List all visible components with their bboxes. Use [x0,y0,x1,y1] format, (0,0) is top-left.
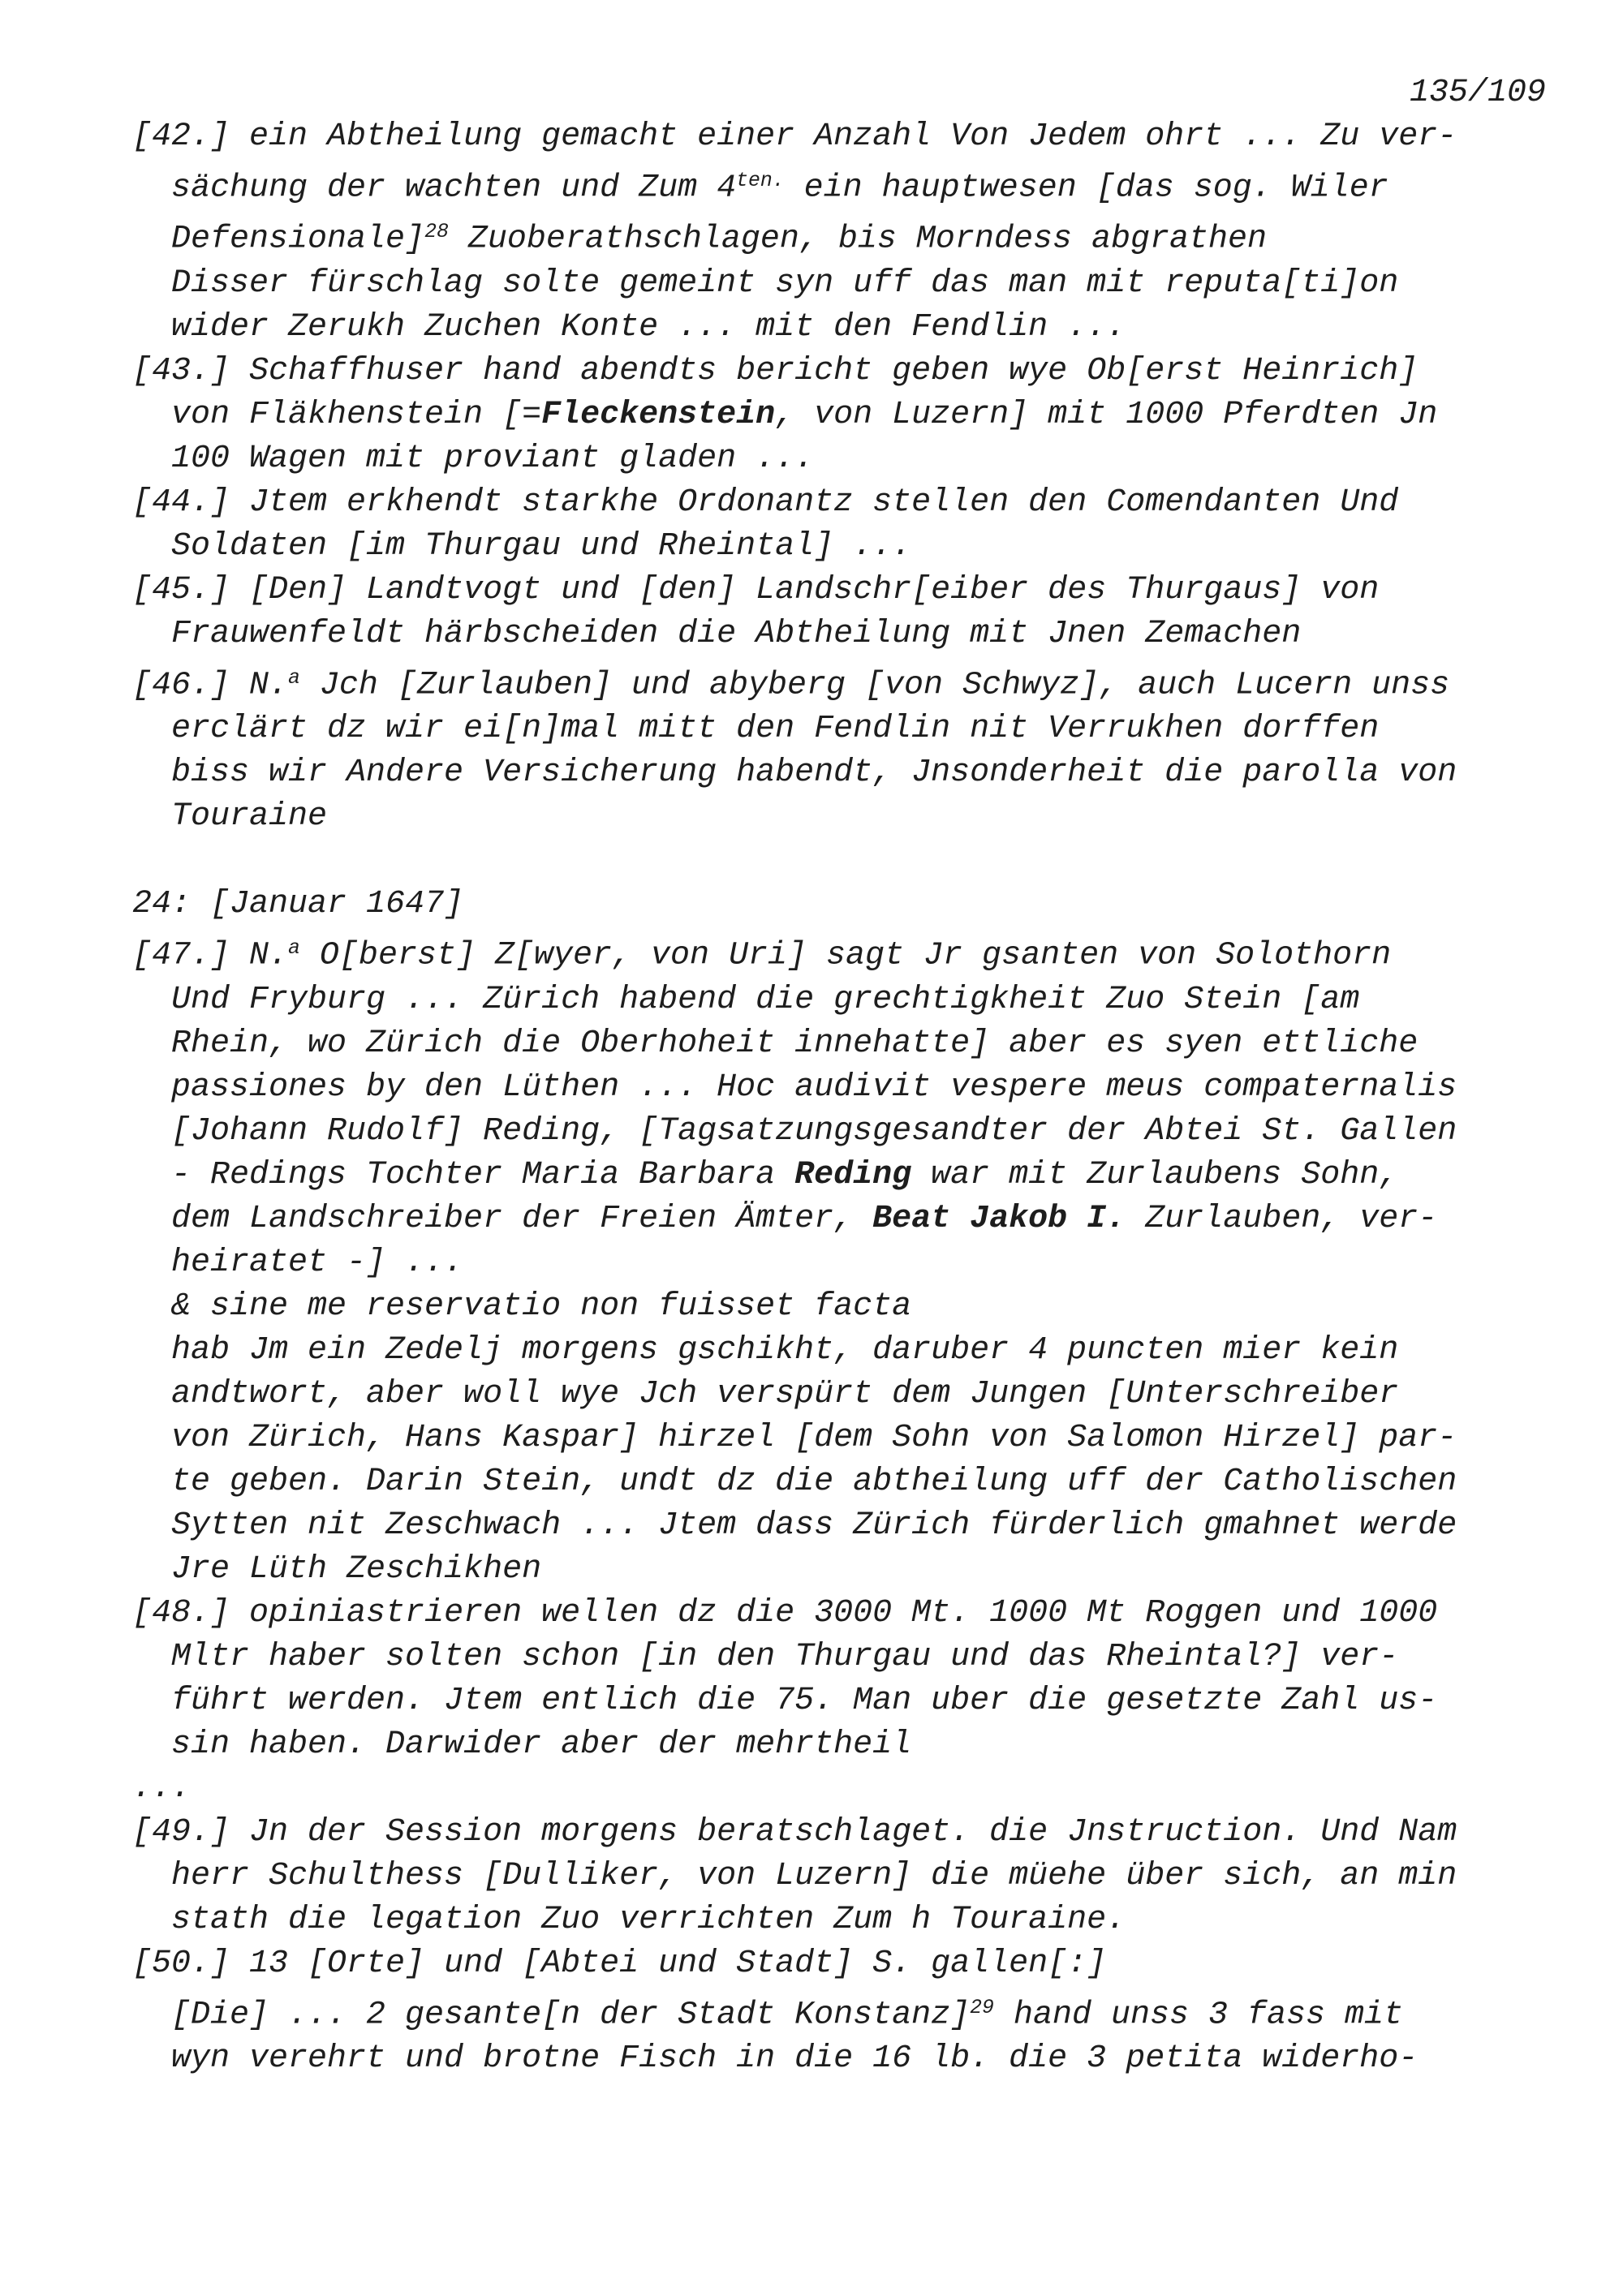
text-segment: [44.] Jtem erkhendt starkhe Ordonantz stellen den Comendanten Und [132,484,1399,521]
text-segment: dem Landschreiber der Freien Ämter, [171,1200,873,1237]
text-segment: sächung der wachten und Zum 4 [171,170,737,207]
text-line [132,1154,1546,1197]
text-line [132,1723,1546,1767]
text-line [132,350,1546,393]
text-line [132,1329,1546,1373]
text-line [132,210,1546,261]
text-segment: O[berst] Z[wyer, von Uri] sagt Jr gsanten von Solothorn [299,937,1392,974]
text-segment: Defensionale] [171,221,425,258]
text-line [132,1855,1546,1898]
text-line [132,1417,1546,1460]
text-segment: [45.] [Den] Landtvogt und [den] Landschr[eiber des Thurgaus] von [132,571,1380,608]
text-segment: te geben. Darin Stein, undt dz die abtheilung uff der Catholischen [171,1463,1457,1500]
text-segment: 100 Wagen mit proviant gladen ... [171,440,815,477]
text-segment: sin haben. Darwider aber der mehrtheil [171,1726,912,1763]
text-segment: [43.] Schaffhuser hand abendts bericht geben wye Ob[erst Heinrich] [132,352,1419,389]
text-segment: Sytten nit Zeschwach ... Jtem dass Zürich fürderlich gmahnet werde [171,1507,1457,1544]
text-line [132,1811,1546,1855]
text-line [132,1373,1546,1417]
text-line [132,306,1546,350]
text-line [132,1066,1546,1110]
text-line [132,1504,1546,1548]
text-line [132,656,1546,707]
text-line [132,613,1546,656]
text-segment: [Johann Rudolf] Reding, [Tagsatzungsgesandter der Abtei St. Gallen [171,1112,1457,1150]
superscript-text: a [288,666,300,690]
text-segment: Mltr haber solten schon [in den Thurgau und das Rheintal?] ver- [171,1638,1399,1675]
text-line [132,569,1546,613]
text-segment: herr Schulthess [Dulliker, von Luzern] die müehe über sich, an min [171,1857,1457,1894]
text-line [132,795,1546,839]
text-segment: Soldaten [im Thurgau und Rheintal] ... [171,527,912,565]
bold-text: Fleckenstein [541,396,776,433]
superscript-text: 29 [970,1996,994,2019]
text-line [132,1285,1546,1329]
text-segment: [42.] ein Abtheilung gemacht einer Anzahl Von Jedem ohrt ... Zu ver- [132,118,1457,155]
text-segment: erclärt dz wir ei[n]mal mitt den Fendlin nit Verrukhen dorffen [171,711,1380,748]
text-segment: Zurlauben, ver- [1126,1200,1438,1237]
text-segment: ... [132,1769,192,1807]
bold-text: Beat Jakob I. [872,1200,1126,1237]
text-line [132,393,1546,437]
text-segment: hand unss 3 fass mit [993,1996,1404,2033]
text-segment: wider Zerukh Zuchen Konte ... mit den Fendlin ... [171,308,1126,346]
document-lines [132,115,1546,2081]
text-line [132,262,1546,306]
text-segment: andtwort, aber woll wye Jch verspürt dem Jungen [Unterschreiber [171,1375,1399,1412]
text-segment: Und Fryburg ... Zürich habend die grechtigkheit Zuo Stein [am [171,981,1360,1018]
text-line [132,525,1546,569]
superscript-text: a [288,937,300,961]
text-segment: [Die] ... 2 gesante[n der Stadt Konstanz] [171,1996,971,2033]
text-line [132,1548,1546,1592]
text-segment: Rhein, wo Zürich die Oberhoheit innehatte] aber es syen ettliche [171,1025,1419,1062]
text-segment: heiratet -] ... [171,1244,464,1281]
text-line [132,1197,1546,1241]
text-line [132,1679,1546,1723]
text-segment: Jre Lüth Zeschikhen [171,1550,542,1588]
document-content [132,71,1546,2081]
text-line [132,1110,1546,1154]
text-line [132,883,1546,927]
text-line [132,1898,1546,1942]
text-segment: , von Luzern] mit 1000 Pferdten Jn [775,396,1438,433]
text-line [132,1592,1546,1636]
text-line [132,115,1546,159]
text-segment: ein hauptwesen [das sog. Wiler [784,170,1388,207]
text-line [132,751,1546,795]
text-line [132,1767,1546,1811]
text-segment: [50.] 13 [Orte] und [Abtei und Stadt] S. gallen[:] [132,1945,1107,1982]
text-segment: Touraine [171,798,328,836]
superscript-text: 28 [424,221,449,244]
text-segment: biss wir Andere Versicherung habendt, Jnsonderheit die parolla von [171,755,1457,792]
text-segment: 24: [Januar 1647] [132,886,464,923]
text-line [132,1986,1546,2037]
text-line [132,437,1546,481]
text-segment: wyn verehrt und brotne Fisch in die 16 lb. die 3 petita widerho- [171,2040,1419,2077]
superscript-text: ten. [736,170,785,192]
text-segment: Frauwenfeldt härbscheiden die Abtheilung mit Jnen Zemachen [171,615,1302,652]
text-line [132,1942,1546,1986]
text-segment: Zuoberathschlagen, bis Morndess abgrathen [448,221,1267,258]
text-line [132,1022,1546,1066]
text-segment: Jch [Zurlauben] und abyberg [von Schwyz], auch Lucern unss [299,667,1450,704]
text-segment: stath die legation Zuo verrichten Zum h Touraine. [171,1901,1126,1938]
text-line [132,2037,1546,2081]
text-segment: führt werden. Jtem entlich die 75. Man uber die gesetzte Zahl us- [171,1682,1438,1719]
text-segment: [47.] N. [132,937,289,974]
text-segment: hab Jm ein Zedelj morgens gschikht, daruber 4 puncten mier kein [171,1331,1399,1369]
text-line [132,707,1546,751]
text-segment: Disser fürschlag solte gemeint syn uff das man mit reputa[ti]on [171,264,1399,302]
text-segment: - Redings Tochter Maria Barbara [171,1156,795,1193]
text-line [132,978,1546,1022]
text-segment: von Fläkhenstein [= [171,396,542,433]
text-segment: & sine me reservatio non fuisset facta [171,1288,912,1325]
text-segment: [48.] opiniastrieren wellen dz die 3000 Mt. 1000 Mt Roggen und 1000 [132,1594,1438,1632]
text-line [132,1636,1546,1679]
text-line [132,1241,1546,1285]
text-line [132,927,1546,978]
text-segment: [46.] N. [132,667,289,704]
text-segment: [49.] Jn der Session morgens beratschlaget. die Jnstruction. Und Nam [132,1813,1457,1851]
text-segment: von Zürich, Hans Kaspar] hirzel [dem Sohn von Salomon Hirzel] par- [171,1419,1457,1456]
bold-text: Reding [794,1156,912,1193]
text-line [132,1460,1546,1504]
text-line [132,159,1546,210]
text-segment: war mit Zurlaubens Sohn, [911,1156,1399,1193]
blank-line [132,839,1546,883]
page-number: 135/109 [1409,75,1546,111]
text-segment: passiones by den Lüthen ... Hoc audivit vespere meus compaternalis [171,1068,1457,1106]
text-line [132,481,1546,525]
